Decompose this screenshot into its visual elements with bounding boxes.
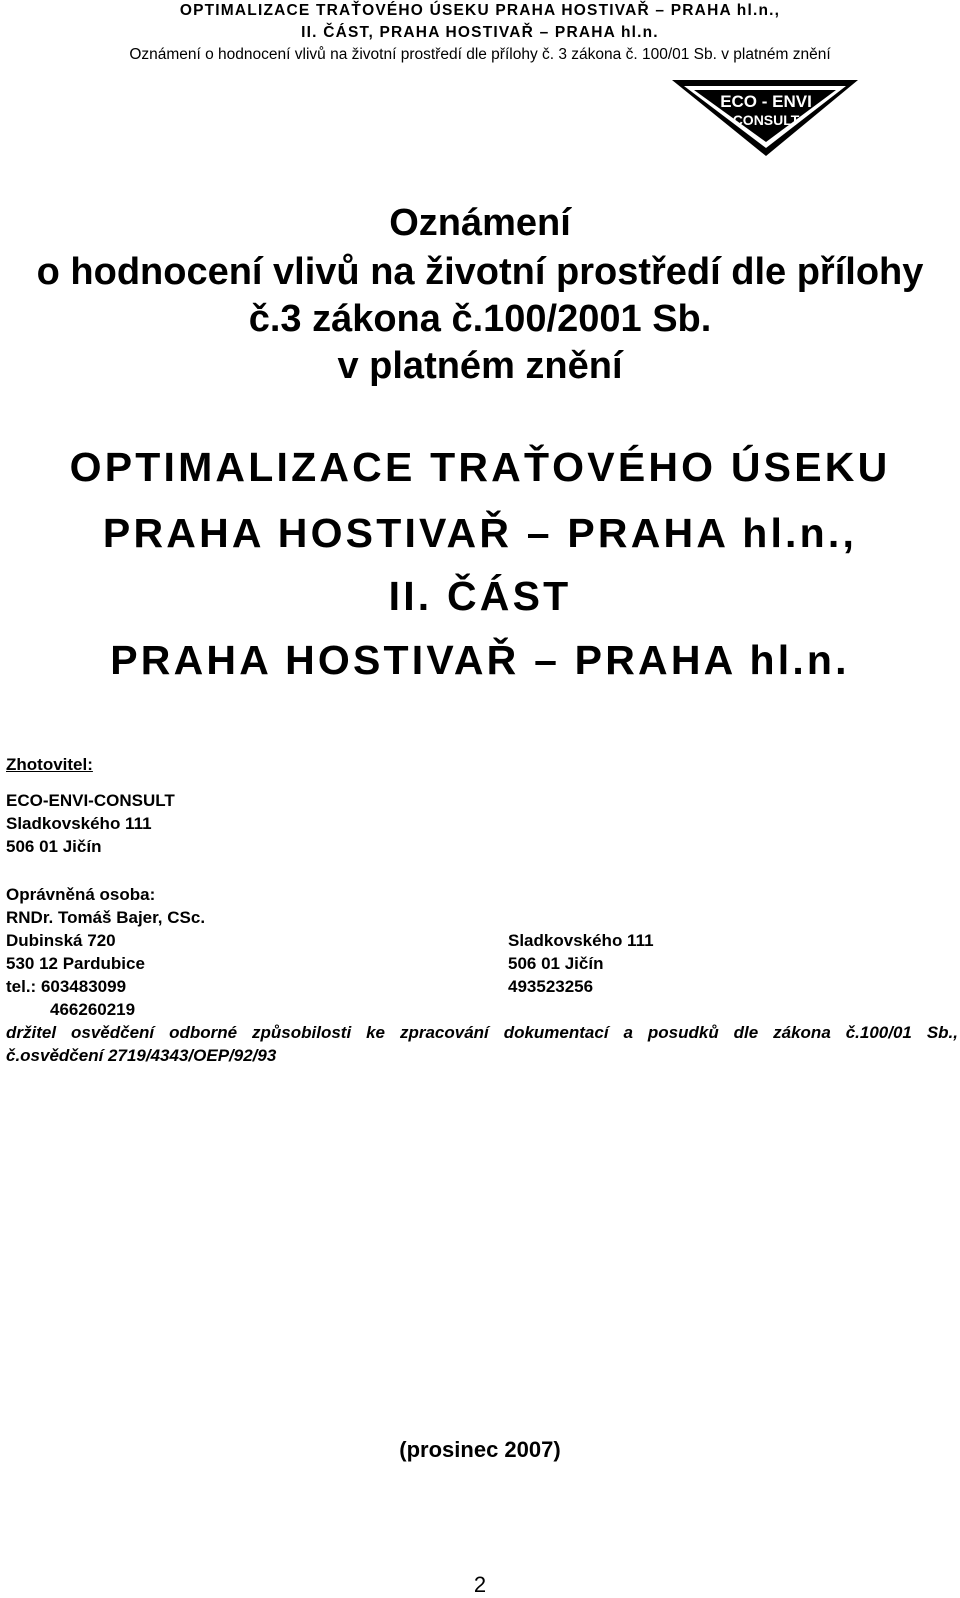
logo-text-line1: ECO - ENVI (720, 92, 812, 111)
document-date: (prosinec 2007) (399, 1437, 561, 1462)
project-title-line1: OPTIMALIZACE TRAŤOVÉHO ÚSEKU (69, 444, 891, 490)
contractor-city: 506 01 Jičín (6, 837, 102, 856)
authorized-left-phone2: 466260219 (50, 1000, 136, 1019)
project-title-line3: II. ČÁST (388, 573, 572, 619)
contractor-label: Zhotovitel: (6, 755, 93, 774)
contractor-name: ECO-ENVI-CONSULT (6, 791, 175, 810)
authorized-left-phone: tel.: 603483099 (6, 977, 127, 996)
authorized-right-phone: 493523256 (508, 977, 594, 996)
eco-envi-consult-logo (670, 70, 860, 160)
running-header-line2: II. ČÁST, PRAHA HOSTIVAŘ – PRAHA hl.n. (301, 24, 659, 41)
notice-subtitle-line3: v platném znění (337, 345, 623, 387)
notice-subtitle-line2: č.3 zákona č.100/2001 Sb. (248, 298, 712, 340)
license-line2: č.osvědčení 2719/4343/OEP/92/93 (6, 1046, 277, 1065)
notice-title: Oznámení (389, 202, 571, 244)
project-title-line2: PRAHA HOSTIVAŘ – PRAHA hl.n., (102, 510, 858, 556)
license-line1: držitel osvědčení odborné způsobilosti ke zpracování dokumentací a posudků dle zákona č.100/01 Sb., (6, 1023, 958, 1042)
authorized-left-street: Dubinská 720 (6, 931, 116, 950)
running-header-line3: Oznámení o hodnocení vlivů na životní prostředí dle přílohy č. 3 zákona č. 100/01 Sb. v platném znění (129, 46, 831, 63)
authorized-right-city: 506 01 Jičín (508, 954, 604, 973)
notice-subtitle-line1: o hodnocení vlivů na životní prostředí dle přílohy (36, 251, 924, 293)
page-number: 2 (473, 1572, 487, 1597)
running-header-line1: OPTIMALIZACE TRAŤOVÉHO ÚSEKU PRAHA HOSTIVAŘ – PRAHA hl.n., (179, 2, 781, 19)
contractor-street: Sladkovského 111 (6, 814, 152, 833)
project-title-line4: PRAHA HOSTIVAŘ – PRAHA hl.n. (110, 637, 850, 683)
authorized-label: Oprávněná osoba: (6, 885, 156, 904)
logo-text-line2: CONSULT (732, 112, 800, 128)
authorized-right-street: Sladkovského 111 (508, 931, 654, 950)
authorized-left-city: 530 12 Pardubice (6, 954, 145, 973)
authorized-name: RNDr. Tomáš Bajer, CSc. (6, 908, 206, 927)
